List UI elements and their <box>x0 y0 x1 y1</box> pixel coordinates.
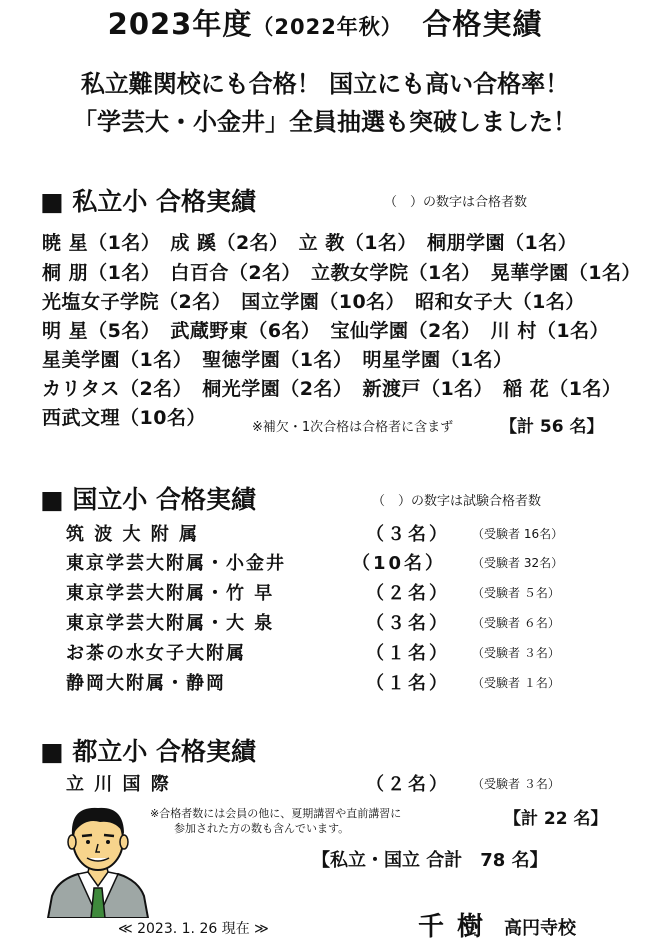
national-school-exam: （受験者 32名） <box>472 556 564 570</box>
attendance-note-line: ※合格者数には会員の他に、夏期講習や直前講習に <box>150 807 402 820</box>
school-brand: 千 樹 <box>418 912 486 942</box>
page-title <box>0 2 650 43</box>
private-row: 光塩女子学院（2名） 国立学園（10名） 昭和女子大（1名） <box>42 291 585 313</box>
attendance-note <box>150 806 401 836</box>
national-heading: ■ 国立小 合格実績 <box>40 485 257 514</box>
title-label: 合格実績 <box>422 7 543 41</box>
national-school-name: 東京学芸大附属・大 泉 <box>66 613 275 634</box>
private-row: 西武文理（10名） <box>42 407 206 429</box>
national-school-exam: （受験者 １名） <box>472 676 560 690</box>
national-school-exam: （受験者 16名） <box>472 527 564 541</box>
national-school-name: 筑 波 大 附 属 <box>66 524 200 545</box>
national-school-count: （10名） <box>352 553 447 574</box>
national-note: （ ）の数字は試験合格者数 <box>372 494 542 509</box>
attendance-note-line: 参加された方の数も含んでいます。 <box>174 822 350 835</box>
national-school-exam: （受験者 ３名） <box>472 646 560 660</box>
private-row: 暁 星（1名） 成 蹊（2名） 立 教（1名） 桐朋学園（1名） <box>42 232 578 254</box>
private-footnote: ※補欠・1次合格は合格者に含まず <box>252 420 454 435</box>
national-school-count: （２名） <box>366 583 450 604</box>
private-row: 明 星（5名） 武蔵野東（6名） 宝仙学園（2名） 川 村（1名） <box>42 320 610 342</box>
national-school-name: 静岡大附属・静岡 <box>66 673 226 694</box>
private-row: カリタス（2名） 桐光学園（2名） 新渡戸（1名） 稲 花（1名） <box>42 378 622 400</box>
metro-school-exam: （受験者 ３名） <box>472 777 560 791</box>
national-school-name: 東京学芸大附属・小金井 <box>66 553 286 574</box>
headline-1: 私立難関校にも合格！ 国立にも高い合格率！ <box>80 70 570 98</box>
national-school-name: お茶の水女子大附属 <box>66 643 246 664</box>
metro-school-name: 立 川 国 際 <box>66 774 171 795</box>
metro-heading: ■ 都立小 合格実績 <box>40 737 257 766</box>
national-school-count: （３名） <box>366 524 450 545</box>
national-school-count: （１名） <box>366 673 450 694</box>
national-school-count: （３名） <box>366 613 450 634</box>
national-school-name: 東京学芸大附属・竹 早 <box>66 583 275 604</box>
private-row: 星美学園（1名） 聖徳学園（1名） 明星学園（1名） <box>42 349 513 371</box>
teacher-illustration <box>40 800 156 918</box>
national-school-exam: （受験者 ６名） <box>472 616 560 630</box>
private-total: 【計 56 名】 <box>500 417 604 437</box>
title-year: 2023年度 <box>107 7 253 41</box>
metro-total: 【計 22 名】 <box>504 809 608 829</box>
national-school-exam: （受験者 ５名） <box>472 586 560 600</box>
national-school-count: （１名） <box>366 643 450 664</box>
title-sub: （2022年秋） <box>252 15 393 39</box>
private-note: （ ）の数字は合格者数 <box>384 195 528 210</box>
school-branch: 高円寺校 <box>504 918 576 939</box>
private-row: 桐 朋（1名） 白百合（2名） 立教女学院（1名） 晃華学園（1名） <box>42 262 641 284</box>
private-heading: ■ 私立小 合格実績 <box>40 187 257 216</box>
date-stamp: ≪ 2023. 1. 26 現在 ≫ <box>118 921 269 937</box>
metro-school-count: （２名） <box>366 774 450 795</box>
headline-2: 「学芸大・小金井」全員抽選も突破しました！ <box>73 108 577 136</box>
grand-total: 【私立・国立 合計 78 名】 <box>312 850 548 871</box>
